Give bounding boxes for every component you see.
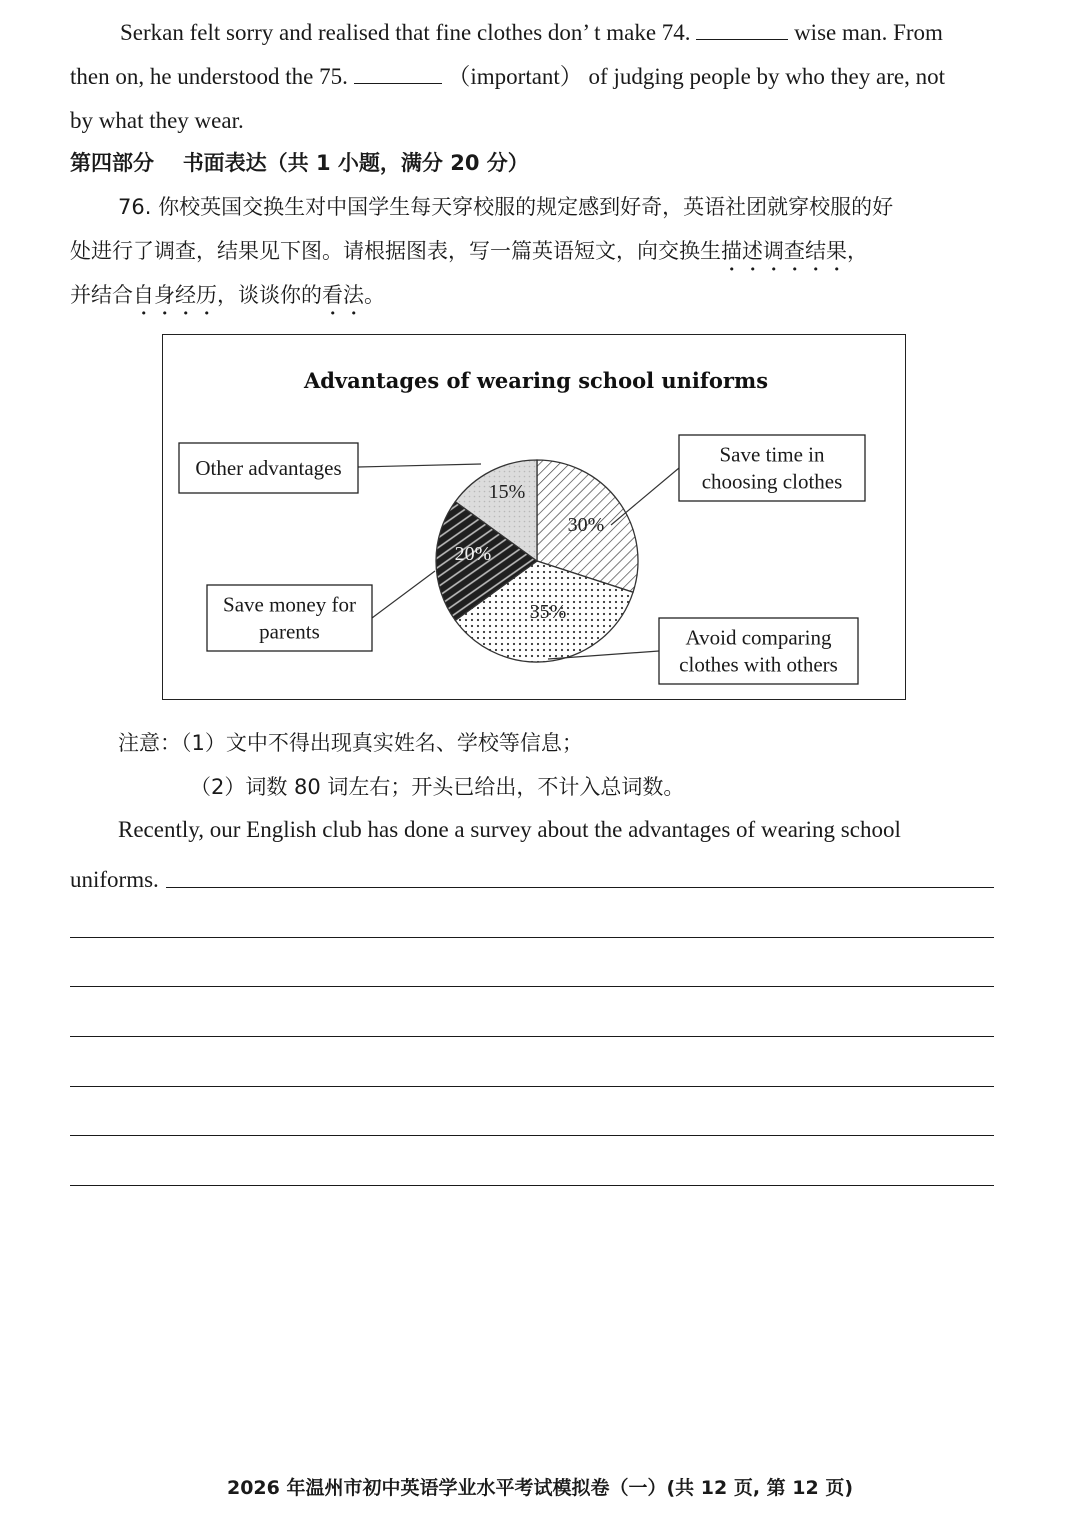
pie-chart bbox=[163, 335, 904, 698]
writing-opening-2 bbox=[70, 865, 994, 895]
notes-line-1 bbox=[118, 728, 994, 758]
opening-text: uniforms. bbox=[70, 867, 159, 892]
question-text: 76. 你校英国交换生对中国学生每天穿校服的规定感到好奇，英语社团就穿校服的好 bbox=[118, 195, 894, 219]
passage-text: by what they wear. bbox=[70, 108, 244, 133]
callout-label: Avoid comparing bbox=[685, 625, 832, 650]
callout-label: parents bbox=[259, 619, 320, 644]
passage-text: wise man. From bbox=[794, 20, 943, 45]
answer-blank-75[interactable] bbox=[354, 63, 442, 84]
passage-line-2 bbox=[70, 62, 994, 92]
chart-frame bbox=[162, 334, 906, 700]
writing-line[interactable] bbox=[70, 1086, 994, 1087]
writing-line[interactable] bbox=[70, 1036, 994, 1037]
notes-item: （1）文中不得出现真实姓名、学校等信息； bbox=[181, 731, 583, 755]
slice-percent-label: 30% bbox=[567, 514, 605, 536]
callout-label: choosing clothes bbox=[701, 469, 843, 494]
answer-blank-74[interactable] bbox=[696, 19, 788, 40]
question-text: 处进行了调查，结果见下图。请根据图表，写一篇英语短文，向交换生 bbox=[70, 239, 721, 263]
passage-line-3 bbox=[70, 106, 994, 136]
writing-opening-1 bbox=[118, 815, 994, 845]
passage-text: （important） of judging people by who they are, not bbox=[447, 64, 945, 89]
callout-leader-line bbox=[358, 464, 481, 467]
opening-text: Recently, our English club has done a survey about the advantages of wearing school bbox=[118, 817, 901, 842]
slice-percent-label: 15% bbox=[488, 481, 526, 503]
section-heading bbox=[70, 148, 994, 178]
question-text: ， bbox=[847, 239, 868, 263]
slice-percent-label: 20% bbox=[454, 543, 492, 565]
writing-line[interactable] bbox=[70, 986, 994, 987]
question-text: ，谈谈你的 bbox=[217, 283, 322, 307]
question-text: 并结合 bbox=[70, 283, 133, 307]
question-text: 。 bbox=[364, 283, 385, 307]
callout-label: Other advantages bbox=[195, 456, 342, 480]
notes-label: 注意： bbox=[118, 731, 181, 755]
emphasis-text: 自身经历 bbox=[133, 283, 217, 307]
footer-text: 2026 年温州市初中英语学业水平考试模拟卷（一）(共 12 页, 第 12 页) bbox=[226, 1477, 854, 1499]
section-title: 第四部分 bbox=[70, 151, 154, 175]
writing-line[interactable] bbox=[70, 1185, 994, 1186]
writing-line[interactable] bbox=[70, 1135, 994, 1136]
slice-percent-label: 35% bbox=[529, 601, 567, 623]
pie-slices bbox=[436, 460, 638, 662]
notes-item: （2）词数 80 词左右；开头已给出，不计入总词数。 bbox=[190, 775, 685, 799]
passage-line-1 bbox=[120, 18, 994, 48]
chart-title: Advantages of wearing school uniforms bbox=[303, 368, 769, 393]
page-footer bbox=[0, 1474, 1080, 1502]
passage-text: Serkan felt sorry and realised that fine clothes don’ t make 74. bbox=[120, 20, 691, 45]
callout-label: Save time in bbox=[719, 442, 825, 467]
section-subtitle: 书面表达（共 1 小题，满分 20 分） bbox=[182, 151, 529, 175]
writing-line[interactable] bbox=[166, 887, 994, 888]
callout-leader-line bbox=[611, 468, 679, 525]
emphasis-text: 描述调查结果 bbox=[721, 239, 847, 263]
callout-leader-line bbox=[372, 571, 435, 618]
callout-label: Save money for bbox=[223, 592, 356, 617]
question-line-1 bbox=[118, 192, 994, 222]
callout-label: clothes with others bbox=[679, 652, 838, 677]
question-line-3 bbox=[70, 280, 994, 320]
writing-line[interactable] bbox=[70, 937, 994, 938]
passage-text: then on, he understood the 75. bbox=[70, 64, 348, 89]
question-line-2 bbox=[70, 236, 994, 276]
notes-line-2 bbox=[190, 772, 994, 802]
emphasis-text: 看法 bbox=[322, 283, 364, 307]
